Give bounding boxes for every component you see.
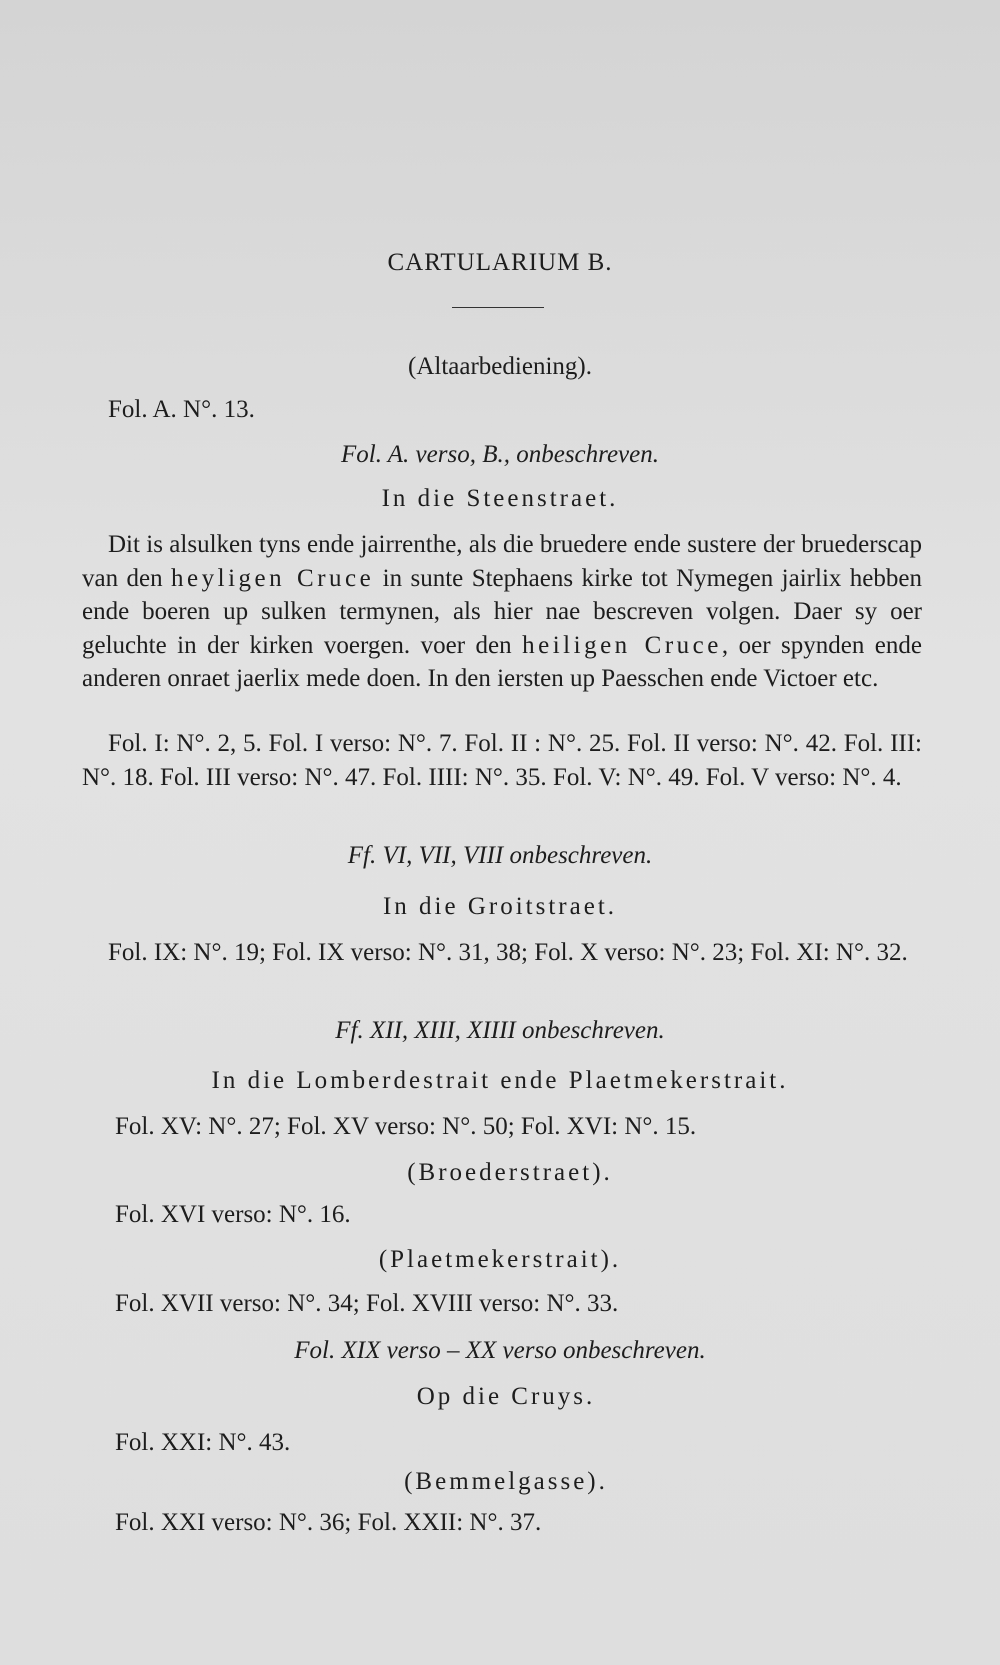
fol-xv-line: Fol. XV: N°. 27; Fol. XV verso: N°. 50; Fol. XVI: N°. 15. <box>115 1113 697 1140</box>
section-heading-bemmelgasse: (Bemmelgasse). <box>404 1468 608 1495</box>
fol-xvi-line: Fol. XVI verso: N°. 16. <box>115 1201 351 1228</box>
ff-xii-line: Ff. XII, XIII, XIIII onbeschreven. <box>335 1017 665 1044</box>
fol-a-verso-line: Fol. A. verso, B., onbeschreven. <box>341 441 659 468</box>
fol-xvii-line: Fol. XVII verso: N°. 34; Fol. XVIII verso: N°. 33. <box>115 1290 619 1317</box>
paragraph-text: Dit is alsulken tyns ende jairrenthe, als die bruedere ende sustere der bruederscap van den <box>82 531 922 592</box>
folio-list-paragraph <box>82 727 922 794</box>
page-subtitle: (Altaarbediening). <box>408 353 592 380</box>
title-divider <box>452 307 544 308</box>
paragraph-spaced-text: heyligen Cruce <box>171 564 375 592</box>
folio-list-text: Fol. IX: N°. 19; Fol. IX verso: N°. 31, 38; Fol. X verso: N°. 23; Fol. XI: N°. 32. <box>108 939 908 966</box>
fol-xxi-verso-line: Fol. XXI verso: N°. 36; Fol. XXII: N°. 37. <box>115 1509 542 1536</box>
page-title: CARTULARIUM B. <box>387 249 613 276</box>
section-heading-cruys: Op die Cruys. <box>416 1383 596 1410</box>
folio-list-paragraph-2 <box>82 936 922 970</box>
paragraph-spaced-text: heiligen Cruce <box>522 631 722 659</box>
paragraph-text: in sunte Stephaens kirke tot Nymegen jairlix hebben ende boeren up sulken termynen, als hier nae bescreven volgen. Daer sy oer geluchte in der kirken voergen. voer den <box>82 564 922 659</box>
section-heading-lomberdestrait: In die Lomberdestrait ende Plaetmekerstrait. <box>211 1067 789 1094</box>
section-heading-plaetmekerstrait: (Plaetmekerstrait). <box>378 1246 622 1273</box>
fol-xix-line: Fol. XIX verso – XX verso onbeschreven. <box>294 1337 706 1364</box>
paragraph-text: , oer spynden ende anderen onraet jaerlix mede doen. In den iersten up Paesschen ende Victoer etc. <box>82 631 922 692</box>
intro-paragraph <box>82 528 922 696</box>
section-heading-groitstraet: In die Groitstraet. <box>382 893 618 920</box>
folio-list-text: Fol. I: N°. 2, 5. Fol. I verso: N°. 7. Fol. II : N°. 25. Fol. II verso: N°. 42. Fol. III: N°. 18. Fol. III verso: N°. 47. Fol. IIII: N°. 35. Fol. V: N°. 49. Fol. V verso: N°. 4. <box>82 730 922 791</box>
section-heading-broederstraet: (Broederstraet). <box>407 1159 613 1186</box>
fol-xxi-line: Fol. XXI: N°. 43. <box>115 1429 291 1456</box>
ff-vi-line: Ff. VI, VII, VIII onbeschreven. <box>347 842 653 869</box>
fol-a-line: Fol. A. N°. 13. <box>108 396 255 423</box>
section-heading-steenstraet: In die Steenstraet. <box>381 485 619 512</box>
